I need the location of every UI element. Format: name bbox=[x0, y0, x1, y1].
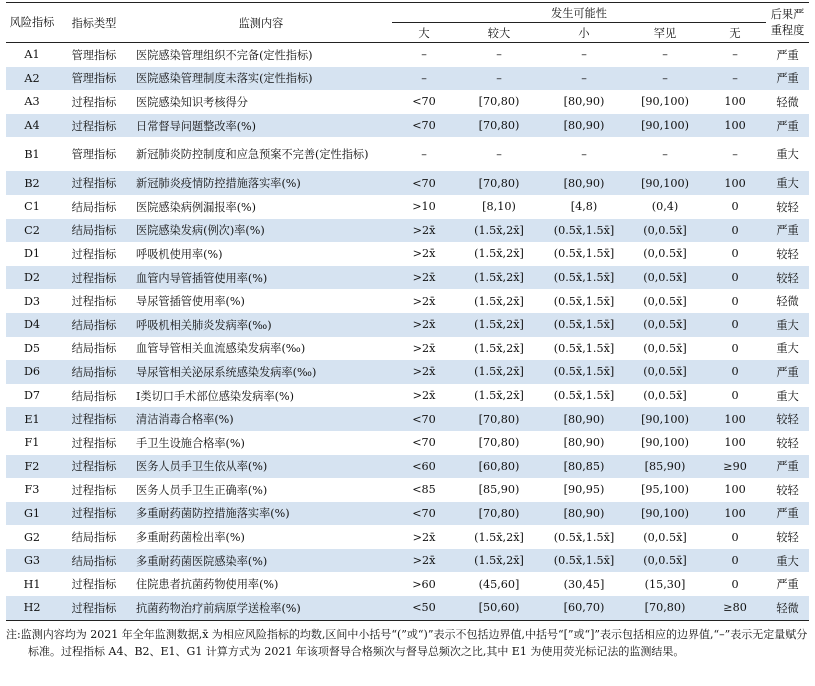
row-likelihood-small: – bbox=[542, 67, 626, 91]
row-likelihood-large: >2x̄ bbox=[392, 219, 456, 243]
row-type: 过程指标 bbox=[71, 578, 117, 592]
row-severity: 重大 bbox=[766, 313, 809, 337]
row-severity: 重大 bbox=[776, 342, 799, 356]
row-content: 新冠肺炎防控制度和应急预案不完善(定性指标) bbox=[136, 147, 369, 161]
row-likelihood-small: – bbox=[581, 147, 587, 161]
indicator-table-container bbox=[6, 2, 809, 660]
row-content: 清洁消毒合格率(%) bbox=[130, 407, 392, 431]
row-likelihood-fairly-large: (1.5x̄,2x̄] bbox=[456, 549, 542, 573]
row-likelihood-none: 0 bbox=[731, 577, 739, 591]
row-likelihood-large: <70 bbox=[412, 95, 436, 109]
row-likelihood-none: 0 bbox=[731, 200, 739, 214]
row-severity: 轻微 bbox=[776, 295, 799, 309]
row-likelihood-small: [60,70) bbox=[542, 596, 626, 620]
row-likelihood-rare: (0,0.5x̄] bbox=[643, 247, 687, 261]
row-likelihood-fairly-large: (1.5x̄,2x̄] bbox=[456, 313, 542, 337]
row-likelihood-large: >2x̄ bbox=[412, 341, 436, 355]
row-likelihood-none: 100 bbox=[704, 171, 766, 195]
row-likelihood-fairly-large: [70,80) bbox=[456, 407, 542, 431]
row-likelihood-large: – bbox=[421, 147, 427, 161]
row-likelihood-fairly-large: (1.5x̄,2x̄] bbox=[474, 247, 524, 261]
row-content: 医务人员手卫生依从率(%) bbox=[130, 455, 392, 479]
row-likelihood-none: ≥90 bbox=[704, 455, 766, 479]
row-code: D1 bbox=[23, 247, 41, 261]
row-code: D4 bbox=[6, 313, 58, 337]
row-severity: 较轻 bbox=[776, 200, 799, 214]
table-row bbox=[6, 313, 809, 337]
table-row bbox=[6, 195, 809, 219]
row-code: G1 bbox=[6, 502, 58, 526]
row-likelihood-none: – bbox=[704, 67, 766, 91]
row-type: 过程指标 bbox=[58, 502, 130, 526]
row-likelihood-rare: [95,100) bbox=[641, 483, 689, 497]
row-severity: 重大 bbox=[766, 171, 809, 195]
row-severity: 较轻 bbox=[766, 266, 809, 290]
row-code: C2 bbox=[6, 219, 58, 243]
row-code: D7 bbox=[23, 389, 41, 403]
row-likelihood-fairly-large: [70,80) bbox=[478, 436, 520, 450]
row-likelihood-none: 0 bbox=[704, 266, 766, 290]
row-likelihood-none: 100 bbox=[724, 483, 746, 497]
table-row bbox=[6, 67, 809, 91]
row-code: B1 bbox=[24, 147, 40, 161]
row-likelihood-rare: [90,100) bbox=[641, 436, 689, 450]
row-likelihood-small: – bbox=[581, 48, 587, 62]
row-content: 医务人员手卫生正确率(%) bbox=[136, 483, 268, 497]
row-content: Ⅰ类切口手术部位感染发病率(%) bbox=[136, 389, 295, 403]
header-level-none: 无 bbox=[704, 23, 766, 43]
header-indicator-type: 指标类型 bbox=[58, 3, 130, 43]
row-likelihood-rare: [70,80) bbox=[626, 596, 704, 620]
row-type: 过程指标 bbox=[71, 436, 117, 450]
row-severity: 严重 bbox=[766, 455, 809, 479]
row-severity: 轻微 bbox=[766, 596, 809, 620]
header-level-fairly-large: 较大 bbox=[456, 23, 542, 43]
row-likelihood-small: (0.5x̄,1.5x̄] bbox=[553, 389, 615, 403]
row-likelihood-small: [4,8) bbox=[570, 200, 598, 214]
row-code: D5 bbox=[23, 341, 41, 355]
table-footnote: 注:监测内容均为 2021 年全年监测数据,x̄ 为相应风险指标的均数,区间中小括号“(”或“)”表示不包括边界值,中括号“[”或“]”表示包括相应的边界值,“–”表示无定量赋分标准。过程指标 A4、B2、E1、G1 计算方式为 2021 年该项督导合格频次与督导总频次之比,其中 E1 为使用荧光标记法的监测结果。 bbox=[6, 627, 808, 658]
row-likelihood-small: [80,90) bbox=[563, 95, 605, 109]
row-likelihood-large: >2x̄ bbox=[392, 313, 456, 337]
row-severity: 较轻 bbox=[776, 483, 799, 497]
row-likelihood-none: 100 bbox=[704, 114, 766, 138]
table-row bbox=[6, 360, 809, 384]
row-likelihood-small: [80,90) bbox=[563, 436, 605, 450]
row-likelihood-large: >60 bbox=[412, 577, 436, 591]
row-severity: 严重 bbox=[766, 360, 809, 384]
row-type: 过程指标 bbox=[58, 171, 130, 195]
table-row bbox=[6, 549, 809, 573]
row-code: G2 bbox=[23, 530, 41, 544]
row-likelihood-rare: – bbox=[662, 147, 668, 161]
row-type: 结局指标 bbox=[71, 531, 117, 545]
row-type: 管理指标 bbox=[71, 48, 117, 62]
row-type: 过程指标 bbox=[58, 407, 130, 431]
row-likelihood-large: <50 bbox=[392, 596, 456, 620]
row-likelihood-none: – bbox=[732, 147, 738, 161]
row-likelihood-small: (30,45] bbox=[563, 577, 605, 591]
row-likelihood-none: 0 bbox=[731, 530, 739, 544]
row-content: 医院感染管理制度未落实(定性指标) bbox=[130, 67, 392, 91]
row-content: 医院感染病例漏报率(%) bbox=[136, 200, 257, 214]
row-likelihood-rare: (0,0.5x̄] bbox=[626, 313, 704, 337]
row-code: H1 bbox=[23, 577, 41, 591]
row-type: 过程指标 bbox=[58, 455, 130, 479]
row-likelihood-rare: [85,90) bbox=[626, 455, 704, 479]
row-likelihood-rare: [90,100) bbox=[626, 114, 704, 138]
row-likelihood-small: [80,90) bbox=[542, 502, 626, 526]
row-likelihood-large: <70 bbox=[392, 114, 456, 138]
row-code: F2 bbox=[6, 455, 58, 479]
row-likelihood-rare: (0,0.5x̄] bbox=[643, 294, 687, 308]
row-likelihood-large: <70 bbox=[392, 502, 456, 526]
table-row bbox=[6, 242, 809, 266]
row-likelihood-fairly-large: [60,80) bbox=[456, 455, 542, 479]
row-code: A1 bbox=[24, 48, 40, 62]
row-likelihood-fairly-large: [70,80) bbox=[478, 95, 520, 109]
table-row bbox=[6, 171, 809, 195]
row-code: H2 bbox=[6, 596, 58, 620]
row-content: 手卫生设施合格率(%) bbox=[136, 436, 245, 450]
row-type: 过程指标 bbox=[58, 114, 130, 138]
header-likelihood: 发生可能性 bbox=[392, 3, 766, 23]
row-likelihood-large: – bbox=[392, 67, 456, 91]
row-likelihood-small: [90,95) bbox=[563, 483, 605, 497]
row-type: 过程指标 bbox=[71, 483, 117, 497]
row-likelihood-fairly-large: (1.5x̄,2x̄] bbox=[474, 389, 524, 403]
row-likelihood-small: [80,90) bbox=[542, 114, 626, 138]
row-likelihood-rare: (0,0.5x̄] bbox=[626, 360, 704, 384]
row-likelihood-fairly-large: (1.5x̄,2x̄] bbox=[474, 530, 524, 544]
table-row bbox=[6, 289, 809, 313]
row-likelihood-large: >10 bbox=[412, 200, 436, 214]
table-row bbox=[6, 90, 809, 114]
row-likelihood-fairly-large: – bbox=[456, 67, 542, 91]
row-type: 过程指标 bbox=[71, 247, 117, 261]
row-code: D6 bbox=[6, 360, 58, 384]
row-code: F1 bbox=[24, 436, 40, 450]
table-body bbox=[6, 43, 809, 621]
row-likelihood-rare: – bbox=[626, 67, 704, 91]
row-likelihood-none: 0 bbox=[704, 360, 766, 384]
table-row bbox=[6, 219, 809, 243]
row-likelihood-none: 0 bbox=[704, 549, 766, 573]
header-severity: 后果严重程度 bbox=[766, 3, 809, 43]
row-type: 结局指标 bbox=[58, 549, 130, 573]
header-level-small: 小 bbox=[542, 23, 626, 43]
row-likelihood-small: (0.5x̄,1.5x̄] bbox=[553, 341, 615, 355]
row-likelihood-none: 0 bbox=[731, 247, 739, 261]
row-likelihood-fairly-large: (1.5x̄,2x̄] bbox=[474, 294, 524, 308]
row-type: 结局指标 bbox=[58, 360, 130, 384]
row-likelihood-large: <60 bbox=[392, 455, 456, 479]
row-code: A4 bbox=[6, 114, 58, 138]
row-likelihood-large: >2x̄ bbox=[412, 294, 436, 308]
row-likelihood-none: 0 bbox=[704, 219, 766, 243]
row-severity: 严重 bbox=[766, 219, 809, 243]
row-severity: 严重 bbox=[766, 502, 809, 526]
row-likelihood-large: >2x̄ bbox=[412, 247, 436, 261]
header-level-large: 大 bbox=[392, 23, 456, 43]
table-row bbox=[6, 43, 809, 67]
row-likelihood-fairly-large: (1.5x̄,2x̄] bbox=[474, 341, 524, 355]
row-likelihood-none: 0 bbox=[731, 389, 739, 403]
table-row bbox=[6, 407, 809, 431]
row-severity: 轻微 bbox=[776, 95, 799, 109]
row-likelihood-large: <70 bbox=[392, 407, 456, 431]
row-content: 日常督导问题整改率(%) bbox=[130, 114, 392, 138]
row-likelihood-fairly-large: (45,60] bbox=[478, 577, 520, 591]
row-likelihood-none: 0 bbox=[731, 294, 739, 308]
row-code: D3 bbox=[23, 294, 41, 308]
table-row bbox=[6, 266, 809, 290]
row-likelihood-large: >2x̄ bbox=[412, 389, 436, 403]
row-content: 导尿管相关泌尿系统感染发病率(‰) bbox=[130, 360, 392, 384]
table-row bbox=[6, 114, 809, 138]
row-content: 住院患者抗菌药物使用率(%) bbox=[136, 578, 279, 592]
row-type: 过程指标 bbox=[71, 95, 117, 109]
row-likelihood-rare: (0,0.5x̄] bbox=[643, 530, 687, 544]
row-likelihood-none: 100 bbox=[704, 407, 766, 431]
row-likelihood-none: 100 bbox=[724, 95, 746, 109]
table-row bbox=[6, 337, 809, 361]
row-severity: 重大 bbox=[776, 148, 799, 162]
row-likelihood-fairly-large: [70,80) bbox=[456, 502, 542, 526]
table-row bbox=[6, 596, 809, 620]
row-likelihood-none: 0 bbox=[704, 313, 766, 337]
row-likelihood-large: >2x̄ bbox=[392, 360, 456, 384]
row-likelihood-small: (0.5x̄,1.5x̄] bbox=[553, 294, 615, 308]
row-content: 多重耐药菌检出率(%) bbox=[136, 531, 245, 545]
row-likelihood-none: 100 bbox=[724, 436, 746, 450]
row-likelihood-fairly-large: [70,80) bbox=[456, 171, 542, 195]
row-content: 多重耐药菌防控措施落实率(%) bbox=[130, 502, 392, 526]
row-severity: 较轻 bbox=[776, 247, 799, 261]
row-code: C1 bbox=[24, 200, 40, 214]
row-severity: 重大 bbox=[776, 389, 799, 403]
row-likelihood-small: (0.5x̄,1.5x̄] bbox=[553, 530, 615, 544]
table-row bbox=[6, 431, 809, 455]
row-content: 医院感染发病(例次)率(%) bbox=[130, 219, 392, 243]
row-likelihood-rare: (0,0.5x̄] bbox=[626, 219, 704, 243]
row-content: 新冠肺炎疫情防控措施落实率(%) bbox=[130, 171, 392, 195]
risk-indicator-table bbox=[6, 2, 809, 621]
row-likelihood-small: [80,90) bbox=[542, 171, 626, 195]
row-likelihood-fairly-large: [50,60) bbox=[456, 596, 542, 620]
row-likelihood-rare: (0,0.5x̄] bbox=[626, 549, 704, 573]
row-type: 结局指标 bbox=[71, 342, 117, 356]
row-likelihood-rare: (15,30] bbox=[644, 577, 686, 591]
row-code: G3 bbox=[6, 549, 58, 573]
row-likelihood-large: <70 bbox=[392, 171, 456, 195]
row-severity: 严重 bbox=[766, 67, 809, 91]
row-content: 导尿管插管使用率(%) bbox=[136, 295, 245, 309]
table-row bbox=[6, 455, 809, 479]
row-type: 结局指标 bbox=[58, 313, 130, 337]
row-likelihood-large: >2x̄ bbox=[392, 266, 456, 290]
row-likelihood-none: ≥80 bbox=[704, 596, 766, 620]
row-type: 结局指标 bbox=[71, 389, 117, 403]
row-likelihood-none: 100 bbox=[704, 502, 766, 526]
row-content: 血管内导管插管使用率(%) bbox=[130, 266, 392, 290]
row-likelihood-rare: (0,0.5x̄] bbox=[626, 266, 704, 290]
row-content: 医院感染知识考核得分 bbox=[136, 95, 248, 109]
row-likelihood-small: (0.5x̄,1.5x̄] bbox=[542, 313, 626, 337]
header-monitoring-content: 监测内容 bbox=[130, 3, 392, 43]
row-likelihood-large: >2x̄ bbox=[392, 549, 456, 573]
row-content: 呼吸机相关肺炎发病率(‰) bbox=[130, 313, 392, 337]
table-row bbox=[6, 502, 809, 526]
row-likelihood-fairly-large: (1.5x̄,2x̄] bbox=[456, 219, 542, 243]
row-likelihood-small: (0.5x̄,1.5x̄] bbox=[542, 360, 626, 384]
row-severity: 重大 bbox=[766, 549, 809, 573]
row-likelihood-rare: [90,100) bbox=[626, 171, 704, 195]
row-code: E1 bbox=[6, 407, 58, 431]
row-likelihood-fairly-large: [8,10) bbox=[482, 200, 516, 214]
row-likelihood-fairly-large: – bbox=[496, 147, 502, 161]
row-likelihood-small: (0.5x̄,1.5x̄] bbox=[542, 219, 626, 243]
row-likelihood-fairly-large: (1.5x̄,2x̄] bbox=[456, 360, 542, 384]
row-likelihood-rare: (0,0.5x̄] bbox=[643, 389, 687, 403]
row-content: 多重耐药菌医院感染率(%) bbox=[130, 549, 392, 573]
row-likelihood-none: – bbox=[732, 48, 738, 62]
row-type: 过程指标 bbox=[71, 295, 117, 309]
header-level-rare: 罕见 bbox=[626, 23, 704, 43]
row-severity: 较轻 bbox=[776, 436, 799, 450]
row-code: A2 bbox=[6, 67, 58, 91]
row-type: 结局指标 bbox=[58, 219, 130, 243]
row-likelihood-small: (0.5x̄,1.5x̄] bbox=[542, 266, 626, 290]
header-risk-indicator: 风险指标 bbox=[6, 3, 58, 43]
row-likelihood-large: <70 bbox=[412, 436, 436, 450]
row-severity: 较轻 bbox=[766, 407, 809, 431]
row-likelihood-small: (0.5x̄,1.5x̄] bbox=[553, 247, 615, 261]
row-type: 过程指标 bbox=[58, 596, 130, 620]
table-header bbox=[6, 3, 809, 43]
row-likelihood-rare: [90,100) bbox=[641, 95, 689, 109]
row-code: A3 bbox=[24, 95, 40, 109]
table-row bbox=[6, 137, 809, 171]
row-severity: 严重 bbox=[776, 578, 799, 592]
row-content: 医院感染管理组织不完备(定性指标) bbox=[136, 48, 313, 62]
row-likelihood-none: 0 bbox=[731, 341, 739, 355]
row-likelihood-fairly-large: (1.5x̄,2x̄] bbox=[456, 266, 542, 290]
row-severity: 严重 bbox=[766, 114, 809, 138]
row-content: 呼吸机使用率(%) bbox=[136, 247, 223, 261]
row-type: 过程指标 bbox=[58, 266, 130, 290]
table-row bbox=[6, 525, 809, 549]
row-type: 管理指标 bbox=[58, 67, 130, 91]
row-type: 管理指标 bbox=[71, 148, 117, 162]
row-code: D2 bbox=[6, 266, 58, 290]
row-likelihood-rare: (0,4) bbox=[651, 200, 679, 214]
row-likelihood-rare: [90,100) bbox=[626, 502, 704, 526]
row-likelihood-fairly-large: [85,90) bbox=[478, 483, 520, 497]
row-likelihood-large: – bbox=[421, 48, 427, 62]
table-row bbox=[6, 384, 809, 408]
row-likelihood-large: <85 bbox=[412, 483, 436, 497]
table-row bbox=[6, 572, 809, 596]
row-likelihood-fairly-large: [70,80) bbox=[456, 114, 542, 138]
row-likelihood-small: [80,90) bbox=[542, 407, 626, 431]
row-likelihood-rare: (0,0.5x̄] bbox=[643, 341, 687, 355]
row-likelihood-fairly-large: – bbox=[496, 48, 502, 62]
row-likelihood-large: >2x̄ bbox=[412, 530, 436, 544]
row-content: 血管导管相关血流感染发病率(‰) bbox=[136, 342, 306, 356]
row-likelihood-rare: [90,100) bbox=[626, 407, 704, 431]
row-type: 结局指标 bbox=[71, 200, 117, 214]
row-likelihood-rare: – bbox=[662, 48, 668, 62]
row-severity: 严重 bbox=[776, 48, 799, 62]
row-likelihood-small: [80,85) bbox=[542, 455, 626, 479]
row-code: B2 bbox=[6, 171, 58, 195]
table-row bbox=[6, 478, 809, 502]
row-code: F3 bbox=[24, 483, 40, 497]
row-severity: 较轻 bbox=[776, 531, 799, 545]
row-content: 抗菌药物治疗前病原学送检率(%) bbox=[130, 596, 392, 620]
row-likelihood-small: (0.5x̄,1.5x̄] bbox=[542, 549, 626, 573]
